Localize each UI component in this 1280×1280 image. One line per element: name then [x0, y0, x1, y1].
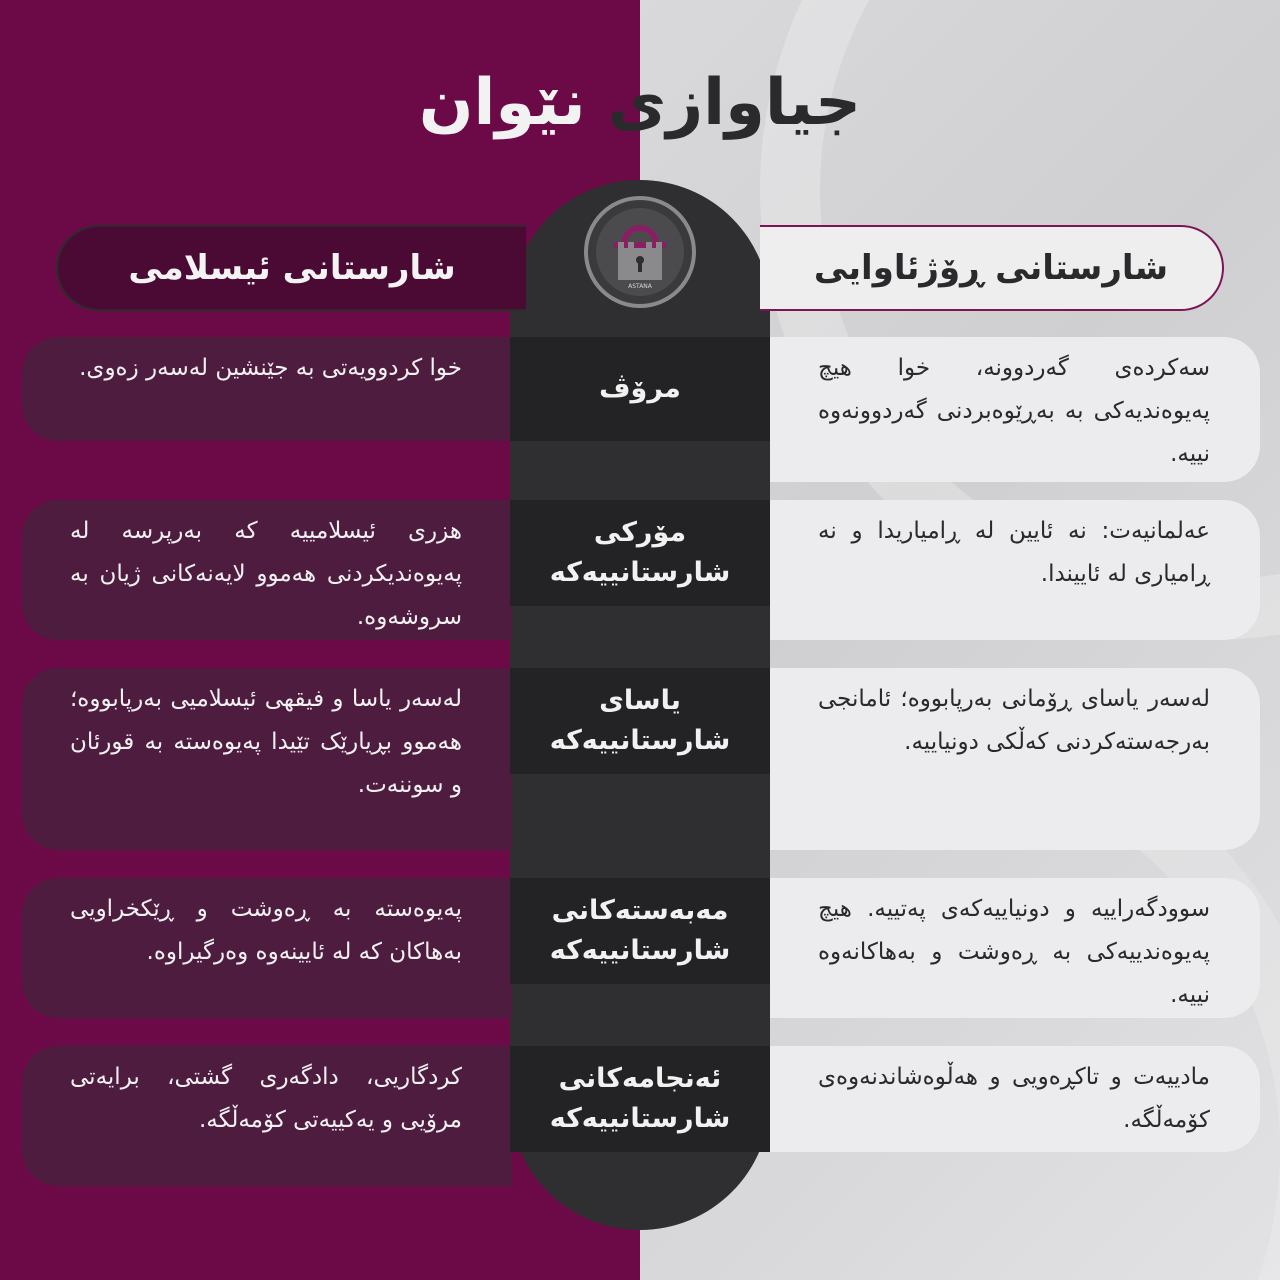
page-title [300, 58, 980, 148]
title-light-part: نێوان [418, 66, 586, 140]
western-cell-4: سوودگەراییە و دونیاییەکەی پەتییە. هیچ پەیوەندییەکی بە ڕەوشت و بەهاکانەوە نییە. [770, 878, 1260, 1018]
castle-lock-icon [584, 196, 696, 308]
western-cell-2: عەلمانیەت: نە ئایین لە ڕامیاریدا و نە ڕامیاری لە ئاییندا. [770, 500, 1260, 640]
topic-cell-3: یاسای شارستانییەکە [510, 668, 770, 774]
header-islamic: شارستانی ئیسلامی [56, 225, 526, 311]
islamic-cell-4: پەیوەستە بە ڕەوشت و ڕێکخراویی بەهاکان کە لە ئایینەوە وەرگیراوە. [22, 878, 512, 1018]
topic-cell-2: مۆرکی شارستانییەکە [510, 500, 770, 606]
topic-cell-5: ئەنجامەکانی شارستانییەکە [510, 1046, 770, 1152]
islamic-cell-1: خوا کردوویەتی بە جێنشین لەسەر زەوی. [22, 337, 512, 441]
header-western: شارستانی ڕۆژئاوایی [760, 225, 1224, 311]
islamic-cell-2: هزری ئیسلامییە کە بەرپرسە لە پەیوەندیکردنی هەموو لایەنەکانی ژیان بە سروشەوە. [22, 500, 512, 640]
logo-text: ASTANA [628, 283, 652, 290]
title-dark-part: جیاوازی [607, 66, 862, 140]
western-cell-1: سەکردەی گەردوونە، خوا هیچ پەیوەندیەکی بە بەڕێوەبردنی گەردوونەوە نییە. [770, 337, 1260, 482]
logo-graphic [594, 206, 686, 298]
western-cell-3: لەسەر یاسای ڕۆمانی بەرپابووە؛ ئامانجی بەرجەستەکردنی کەڵکی دونیاییە. [770, 668, 1260, 850]
topic-cell-1: مرۆڤ [510, 337, 770, 441]
western-cell-5: مادییەت و تاکڕەویی و هەڵوەشاندنەوەی کۆمەڵگە. [770, 1046, 1260, 1152]
islamic-cell-3: لەسەر یاسا و فیقهی ئیسلامیی بەرپابووە؛ هەموو بڕیارێک تێیدا پەیوەستە بە قورئان و سوننەت. [22, 668, 512, 850]
islamic-cell-5: کردگاریی، دادگەری گشتی، برایەتی مرۆیی و یەکییەتی کۆمەڵگە. [22, 1046, 512, 1186]
topic-cell-4: مەبەستەکانی شارستانییەکە [510, 878, 770, 984]
